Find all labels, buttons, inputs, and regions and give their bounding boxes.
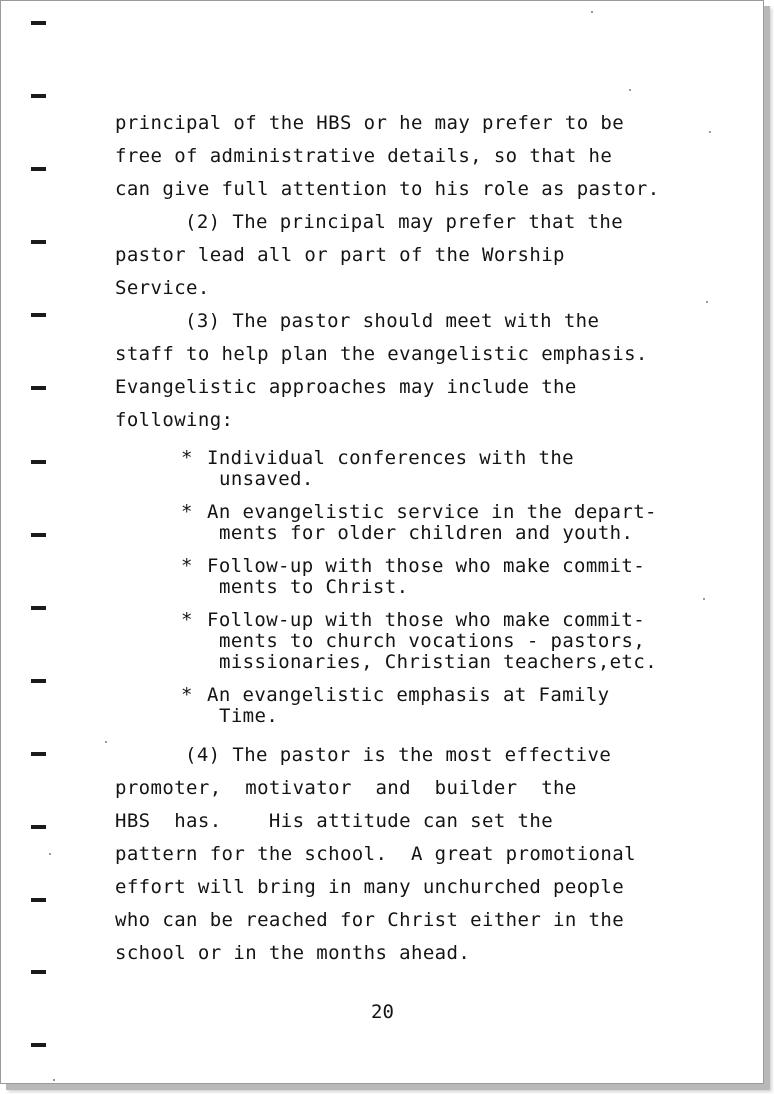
paragraph-3 <box>115 305 715 437</box>
margin-mark <box>31 825 46 829</box>
margin-mark <box>31 94 46 98</box>
list-item-line: ments to church vocations - pastors, <box>219 630 646 652</box>
bullet-marker: * <box>181 447 193 469</box>
list-item-line: An evangelistic emphasis at Family <box>207 684 610 706</box>
scan-speck <box>591 11 593 13</box>
list-item-line: missionaries, Christian teachers,etc. <box>219 651 658 673</box>
page-number: 20 <box>371 1001 394 1023</box>
bullet-marker: * <box>181 501 193 523</box>
body-text <box>115 107 715 970</box>
text-line: (2) The principal may prefer that the <box>185 211 624 233</box>
list-item-line: unsaved. <box>219 468 314 490</box>
text-line: principal of the HBS or he may prefer to be <box>115 112 625 134</box>
text-line: Service. <box>115 277 210 299</box>
text-line: school or in the months ahead. <box>115 942 471 964</box>
margin-mark <box>31 460 46 464</box>
text-line: can give full attention to his role as pastor. <box>115 178 660 200</box>
paragraph-2 <box>115 206 715 305</box>
margin-mark <box>31 970 46 974</box>
margin-mark <box>31 240 46 244</box>
bullet-marker: * <box>181 609 193 631</box>
list-item <box>181 448 715 490</box>
text-line: (3) The pastor should meet with the <box>185 310 600 332</box>
scan-speck <box>629 89 631 91</box>
text-line: following: <box>115 409 234 431</box>
list-item <box>181 502 715 544</box>
margin-mark <box>31 679 46 683</box>
paragraph-4 <box>115 739 715 970</box>
margin-mark <box>31 898 46 902</box>
text-line: HBS has. His attitude can set the <box>115 810 554 832</box>
margin-mark <box>31 386 46 390</box>
text-line: pattern for the school. A great promotional <box>115 843 636 865</box>
list-item-line: Individual conferences with the <box>207 447 575 469</box>
paragraph-1 <box>115 107 715 206</box>
text-line: Evangelistic approaches may include the <box>115 376 577 398</box>
margin-mark <box>31 167 46 171</box>
bullet-marker: * <box>181 555 193 577</box>
margin-mark <box>31 313 46 317</box>
margin-mark <box>31 21 46 25</box>
text-line: (4) The pastor is the most effective <box>185 744 612 766</box>
list-item <box>181 685 715 727</box>
list-item-line: Follow-up with those who make commit- <box>207 555 646 577</box>
margin-mark <box>31 1043 46 1047</box>
text-line: staff to help plan the evangelistic emphasis. <box>115 343 648 365</box>
margin-mark <box>31 606 46 610</box>
text-line: promoter, motivator and builder the <box>115 777 577 799</box>
list-item-line: Time. <box>219 705 279 727</box>
scan-speck <box>53 1079 55 1081</box>
bullet-marker: * <box>181 684 193 706</box>
list-item-line: ments to Christ. <box>219 576 409 598</box>
margin-mark <box>31 533 46 537</box>
text-line: who can be reached for Christ either in the <box>115 909 625 931</box>
text-line: pastor lead all or part of the Worship <box>115 244 565 266</box>
text-line: free of administrative details, so that he <box>115 145 613 167</box>
list-item <box>181 610 715 673</box>
margin-mark <box>31 752 46 756</box>
scan-speck <box>105 741 107 743</box>
text-line: effort will bring in many unchurched people <box>115 876 625 898</box>
list-item-line: ments for older children and youth. <box>219 522 634 544</box>
list-item-line: An evangelistic service in the depart- <box>207 501 657 523</box>
list-item-line: Follow-up with those who make commit- <box>207 609 646 631</box>
approach-list <box>115 448 715 727</box>
scan-speck <box>49 853 51 855</box>
list-item <box>181 556 715 598</box>
